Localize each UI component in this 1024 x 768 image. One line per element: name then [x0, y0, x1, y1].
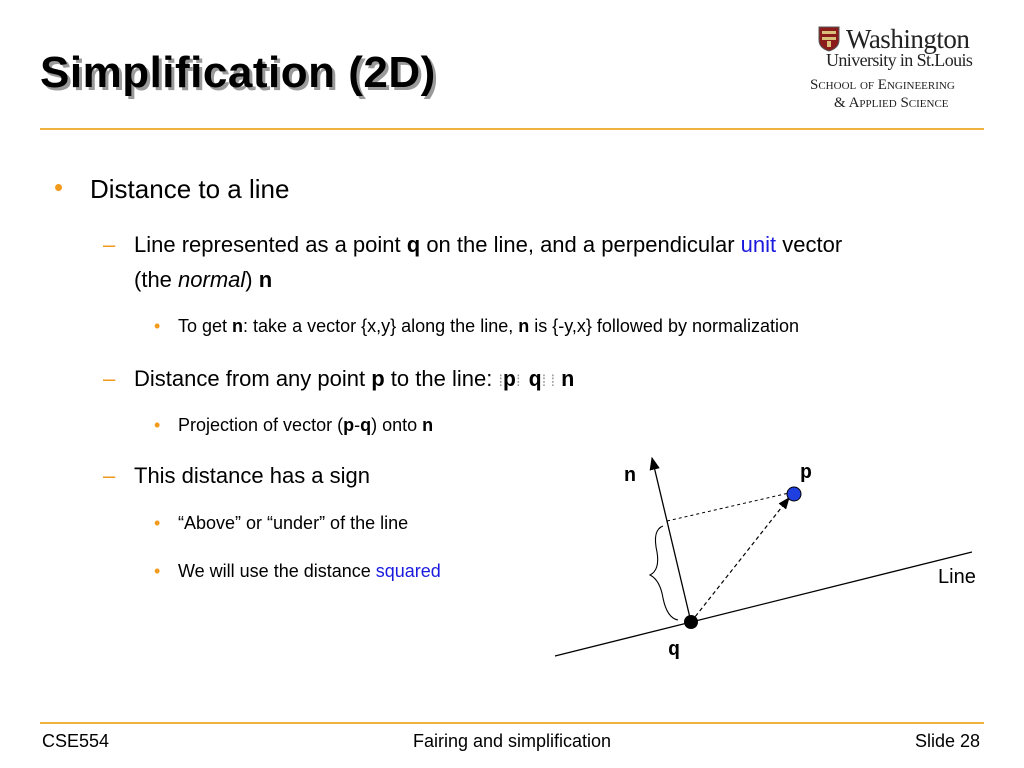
text-run: : take a vector {x,y} along the line, — [243, 316, 519, 336]
symbol-q: q — [406, 232, 421, 257]
footer-course: CSE554 — [42, 731, 110, 751]
missing-glyph-icon: ⁞ — [498, 373, 503, 390]
formula-n: n — [561, 368, 575, 393]
missing-glyph-icon: ⁞ — [516, 373, 521, 390]
text-run: - — [354, 415, 361, 435]
bullet-marker: • — [154, 415, 161, 435]
university-shield-icon — [818, 26, 840, 52]
bullet-distance-from-point — [134, 366, 574, 393]
text-run: to the line: — [384, 366, 499, 391]
text-run: Line represented as a point — [134, 232, 407, 257]
label-q: q — [668, 639, 681, 662]
bullet-marker: • — [54, 172, 64, 202]
bullet-above-under: “Above” or “under” of the line — [178, 513, 409, 533]
text-run: is {-y,x} followed by normalization — [529, 316, 800, 336]
bullet-line-represented-cont — [134, 267, 272, 293]
text-run: Distance from any point — [134, 366, 372, 391]
highlight-squared: squared — [375, 561, 441, 581]
title-divider — [40, 128, 984, 130]
vector-p-minus-q — [691, 498, 789, 622]
bullet-marker: • — [154, 561, 161, 581]
logo-line-school: School of Engineering — [810, 77, 955, 93]
label-line: Line — [938, 566, 976, 588]
symbol-p: p — [371, 366, 385, 391]
bullet-marker: • — [154, 513, 161, 533]
formula-q: q — [528, 368, 542, 393]
symbol-p: p — [343, 415, 355, 435]
slide-title: Simplification (2D) — [40, 48, 436, 97]
logo-line-washington: Washington — [846, 24, 970, 54]
reference-line — [555, 552, 972, 656]
text-run: Projection of vector ( — [178, 415, 344, 435]
bullet-line-represented — [134, 232, 842, 258]
text-run: ) onto — [371, 415, 423, 435]
formula-p: p — [502, 368, 517, 393]
text-run: (the — [134, 267, 179, 292]
logo-line-applied-science: & Applied Science — [834, 95, 949, 111]
distance-brace — [650, 526, 678, 620]
text-run: We will use the distance — [178, 561, 376, 581]
point-q — [684, 615, 698, 629]
bullet-to-get-n — [178, 316, 799, 337]
symbol-n: n — [422, 415, 434, 435]
bullet-marker: • — [154, 316, 161, 336]
highlight-unit: unit — [740, 232, 777, 257]
text-run: To get — [178, 316, 233, 336]
label-p: p — [800, 462, 813, 485]
projection-line — [667, 493, 789, 521]
bullet-distance-to-line: Distance to a line — [90, 174, 290, 204]
symbol-q: q — [360, 415, 372, 435]
missing-glyph-icon: ⁞ ⁞ — [541, 373, 556, 390]
footer-topic: Fairing and simplification — [412, 731, 612, 751]
text-run: ) — [245, 267, 259, 292]
logo-line-university: University in St.Louis — [826, 50, 973, 70]
dash-marker: – — [103, 366, 116, 391]
dash-marker: – — [103, 463, 116, 488]
text-run: on the line, and a perpendicular — [420, 232, 741, 257]
normal-vector-arrow — [652, 458, 691, 622]
dash-marker: – — [103, 232, 116, 257]
distance-diagram — [540, 448, 1000, 668]
text-run: vector — [776, 232, 843, 257]
footer-divider — [40, 722, 984, 724]
italic-normal: normal — [178, 267, 246, 292]
symbol-n: n — [518, 316, 530, 336]
point-p — [787, 487, 801, 501]
symbol-n: n — [258, 267, 273, 292]
university-logo — [808, 24, 988, 116]
bullet-distance-sign: This distance has a sign — [134, 463, 371, 488]
footer-slide-number: Slide 28 — [914, 731, 980, 751]
label-n: n — [624, 465, 637, 488]
symbol-n: n — [232, 316, 244, 336]
bullet-distance-squared — [178, 561, 441, 582]
bullet-projection — [178, 415, 433, 436]
